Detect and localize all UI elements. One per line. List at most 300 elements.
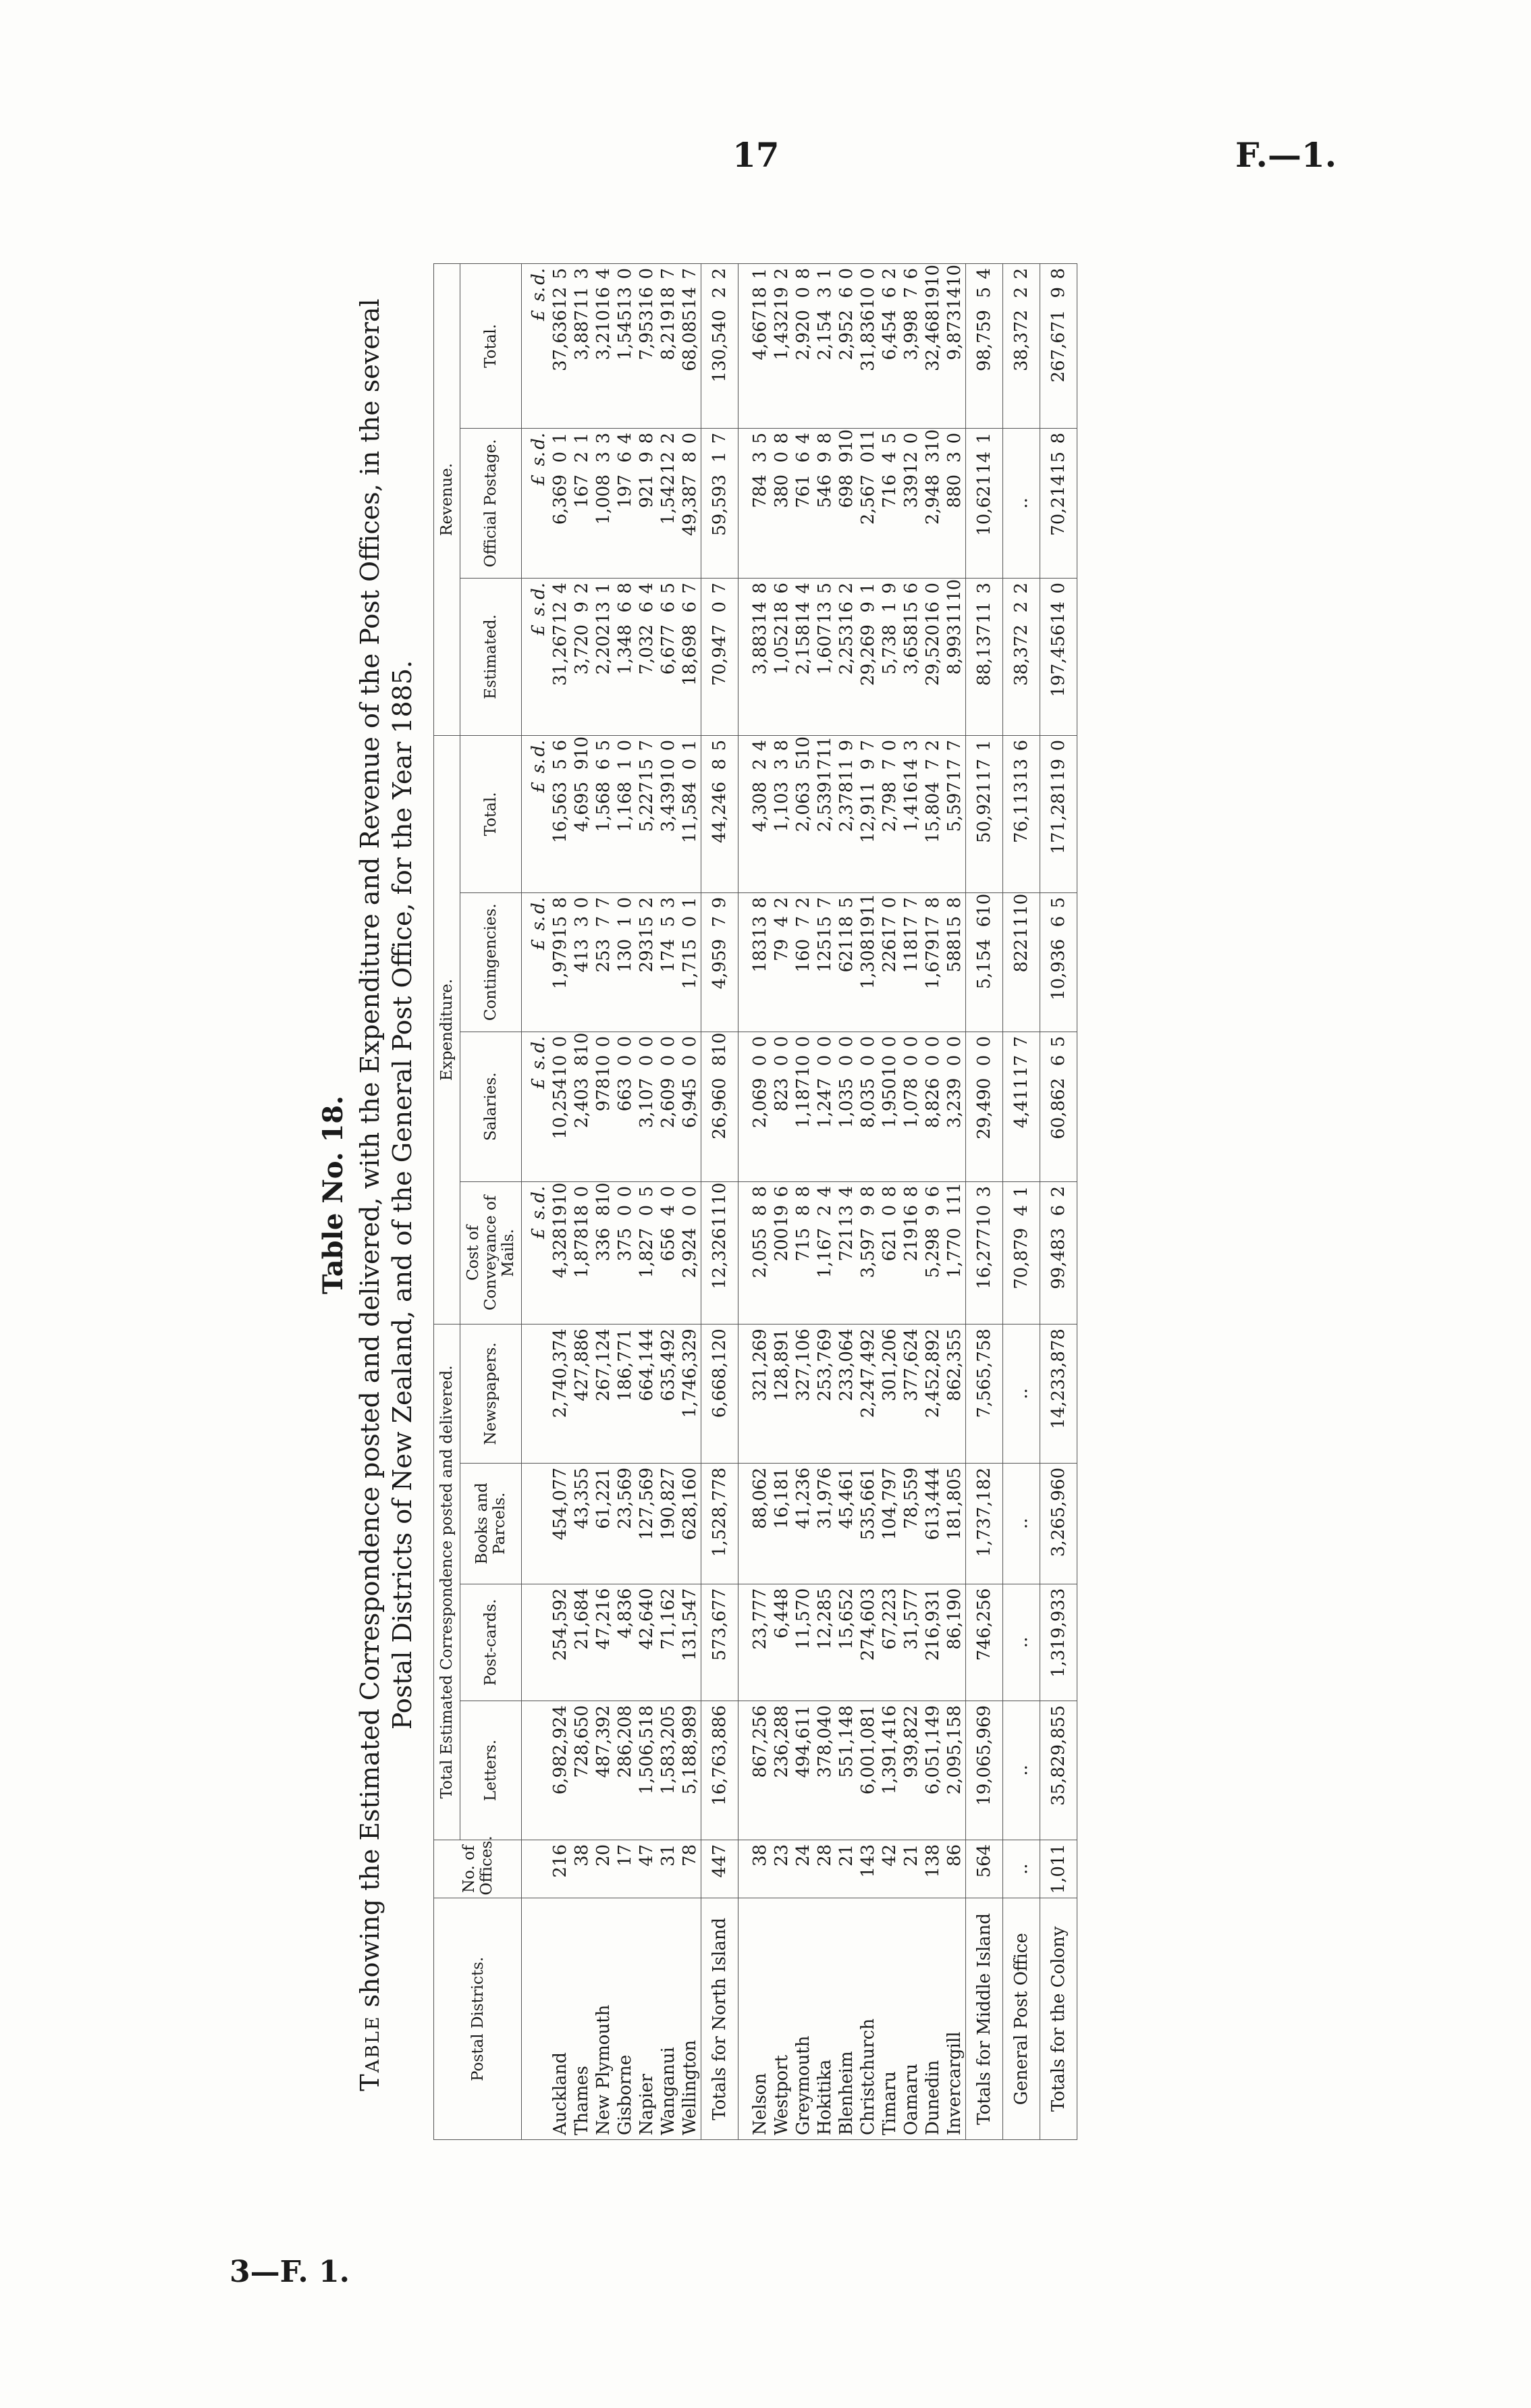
money-value (793, 583, 813, 689)
money-cell (679, 264, 701, 429)
pounds: 5,738 (880, 624, 900, 675)
pounds: 2,567 (858, 474, 878, 525)
money-value (615, 268, 635, 375)
shillings: 6 (637, 601, 657, 613)
pounds: 2,952 (836, 310, 857, 360)
pence: 3 (593, 432, 614, 444)
shillings: 19 (923, 287, 943, 310)
pence: 1 (858, 582, 878, 594)
money-cell (944, 264, 966, 429)
pence: 0 (572, 1185, 592, 1198)
books-cell: 43,355 (571, 1463, 593, 1584)
offices-cell: 24 (793, 1840, 814, 1898)
books-cell: 3,265,960 (1040, 1463, 1077, 1584)
money-cell (636, 578, 657, 735)
postcards-cell: 4,836 (614, 1584, 636, 1701)
pence: 10 (593, 1182, 614, 1205)
money-cell (749, 1181, 771, 1324)
pence: 0 (1048, 582, 1069, 594)
money-value (772, 897, 792, 1004)
pounds: 1,679 (923, 938, 943, 990)
shillings: 6 (615, 601, 635, 613)
pounds: 5,227 (637, 781, 657, 832)
letters-cell: .. (1003, 1701, 1040, 1840)
pounds: 10,254 (550, 1077, 570, 1140)
offices-cell: 23 (771, 1840, 793, 1898)
shillings: 0 (923, 1054, 943, 1067)
pence: 0 (680, 1185, 700, 1198)
money-cell (857, 1181, 879, 1324)
pounds: 3,883 (750, 624, 770, 675)
money-cell (814, 892, 836, 1032)
money-value (1048, 433, 1069, 539)
pounds: 18,698 (680, 624, 700, 686)
units-value (529, 740, 549, 847)
pounds: 70,879 (1011, 1227, 1031, 1289)
money-value (944, 264, 965, 375)
shillings: 18 (572, 1204, 592, 1227)
shillings: 3 (772, 758, 792, 770)
letters-cell: 6,001,081 (857, 1701, 879, 1840)
pounds: 3,439 (658, 781, 678, 832)
postcards-cell: 274,603 (857, 1584, 879, 1701)
newspapers-cell: 14,233,878 (1040, 1325, 1077, 1464)
money-value (880, 740, 900, 847)
money-value (593, 268, 614, 375)
pence: 7 (637, 739, 657, 751)
pounds: 197,456 (1048, 624, 1069, 697)
pence: 10 (836, 429, 857, 452)
header-official-postage: Official Postage. (460, 428, 522, 578)
letters-cell: 867,256 (749, 1701, 771, 1840)
shillings: 10 (793, 1054, 813, 1077)
money-value (550, 433, 570, 539)
money-value (944, 1182, 965, 1293)
pounds: 3,658 (901, 624, 921, 675)
shillings: 10 (880, 1054, 900, 1077)
shillings: 19 (550, 1204, 570, 1227)
money-cell (679, 1181, 701, 1324)
money-value (658, 268, 678, 375)
pence: 0 (615, 739, 635, 751)
pounds: 4,308 (750, 781, 770, 832)
postcards-cell: .. (1003, 1584, 1040, 1701)
pence: 8 (793, 268, 813, 279)
table-row (571, 264, 593, 2140)
pence: 4 (793, 432, 813, 444)
money-cell (636, 428, 657, 578)
pence: 1 (550, 432, 570, 444)
pence: 0 (572, 897, 592, 909)
pounds: 1,715 (680, 938, 700, 990)
shillings: 2 (572, 451, 592, 463)
pence: 8 (750, 897, 770, 909)
shillings: 0 (637, 1204, 657, 1216)
offices-cell: 564 (966, 1840, 1003, 1898)
offices-cell: 86 (944, 1840, 966, 1898)
shillings: 7 (923, 758, 943, 770)
pounds: 1,167 (815, 1227, 835, 1279)
pounds: 4,328 (550, 1227, 570, 1279)
pounds: 5,298 (923, 1227, 943, 1279)
money-value (901, 1036, 921, 1143)
shillings: 14 (750, 601, 770, 624)
pence: 2 (880, 268, 900, 279)
money-cell (857, 428, 879, 578)
pence: 7 (901, 897, 921, 909)
shilling-sign: s. (529, 915, 549, 931)
books-cell: 104,797 (879, 1463, 901, 1584)
money-value (550, 740, 570, 847)
caption-lead: Table (355, 2015, 385, 2091)
shillings: 19 (772, 287, 792, 310)
blank-cell (738, 1584, 750, 1701)
table-heading (317, 250, 419, 2140)
shillings: 15 (550, 915, 570, 938)
shillings: 17 (974, 758, 994, 781)
pounds: 3,210 (593, 310, 614, 360)
shilling-sign: s. (529, 758, 549, 774)
shillings: 8 (750, 1204, 770, 1216)
offices-cell: 42 (879, 1840, 901, 1898)
money-value (709, 1032, 730, 1143)
pence: 8 (750, 582, 770, 594)
money-value (680, 583, 700, 689)
pounds: 10,936 (1048, 938, 1069, 1000)
table-row (836, 264, 857, 2140)
units-cell (522, 892, 550, 1032)
pence: 0 (615, 897, 635, 909)
money-cell (901, 892, 922, 1032)
pence: 10 (923, 264, 943, 287)
shillings: 15 (944, 915, 965, 938)
pence: 10 (944, 264, 965, 287)
shillings: 0 (793, 287, 813, 298)
units-cell (522, 578, 550, 735)
money-cell (636, 1032, 657, 1181)
pounds: 2,202 (593, 624, 614, 675)
money-value (658, 433, 678, 539)
blank-cell (522, 1463, 550, 1584)
pounds: 2,798 (880, 781, 900, 832)
money-value (858, 740, 878, 847)
money-cell (1040, 264, 1077, 429)
money-value (1048, 268, 1069, 383)
books-cell: 16,181 (771, 1463, 793, 1584)
newspapers-cell: 2,452,892 (922, 1325, 944, 1464)
money-cell (836, 892, 857, 1032)
shillings: 9 (836, 451, 857, 463)
district-name: Invercargill (944, 1898, 966, 2140)
pounds: 49,387 (680, 474, 700, 536)
money-cell (879, 892, 901, 1032)
pounds: 1,348 (615, 624, 635, 675)
header-contingencies: Contingencies. (460, 892, 522, 1032)
money-cell (879, 735, 901, 892)
money-value (974, 893, 994, 1004)
pence-sign: d. (529, 432, 549, 450)
page-reference: F.—1. (1235, 135, 1337, 175)
pence: 0 (880, 739, 900, 751)
blank-cell (522, 1701, 550, 1840)
money-value (944, 579, 965, 689)
pence: 1 (680, 897, 700, 909)
shillings: 3 (572, 915, 592, 928)
shillings: 0 (974, 1054, 994, 1067)
district-name: Blenheim (836, 1898, 857, 2140)
money-value (1048, 583, 1069, 697)
postcards-cell: 131,547 (679, 1584, 701, 1701)
shillings: 3 (923, 451, 943, 463)
pence: 0 (944, 432, 965, 444)
pounds: 978 (593, 1077, 614, 1112)
shillings: 15 (637, 758, 657, 781)
sheet-reference: 3—F. 1. (230, 2255, 350, 2289)
pounds: 6,369 (550, 474, 570, 525)
pence: 0 (658, 739, 678, 751)
pounds: 1,607 (815, 624, 835, 675)
money-value (793, 1186, 813, 1293)
header-newspapers: Newspapers. (460, 1325, 522, 1464)
pound-sign: £ (529, 938, 549, 951)
pounds: 88,137 (974, 624, 994, 686)
pounds: 7,032 (637, 624, 657, 675)
shillings: 3 (593, 451, 614, 463)
header-postcards: Post-cards. (460, 1584, 522, 1701)
postcards-cell: 47,216 (593, 1584, 614, 1701)
pounds: 12,911 (858, 781, 878, 843)
books-cell: 628,160 (679, 1463, 701, 1584)
pence: 9 (880, 582, 900, 594)
pence: 1 (572, 432, 592, 444)
postcards-cell: 746,256 (966, 1584, 1003, 1701)
postcards-cell: 86,190 (944, 1584, 966, 1701)
pence: 0 (880, 1036, 900, 1048)
money-value (1011, 893, 1031, 1004)
blank-cell (738, 1898, 750, 2140)
letters-cell: 5,188,989 (679, 1701, 701, 1840)
shillings: 0 (858, 1054, 878, 1067)
blank-cell (738, 1701, 750, 1840)
pounds: 6,454 (880, 310, 900, 360)
pounds: 5,597 (944, 781, 965, 832)
letters-cell: 35,829,855 (1040, 1701, 1077, 1840)
pence: 10 (923, 429, 943, 452)
pence: 0 (680, 1036, 700, 1048)
pence: 7 (593, 897, 614, 909)
pounds: 1,827 (637, 1227, 657, 1279)
district-name: New Plymouth (593, 1898, 614, 2140)
money-value (637, 1186, 657, 1293)
pounds: 11,584 (680, 781, 700, 843)
books-cell: .. (1003, 1463, 1040, 1584)
shillings: 6 (615, 451, 635, 463)
pounds: 5,154 (974, 938, 994, 990)
shillings: 0 (680, 915, 700, 928)
pounds: 1,979 (550, 938, 570, 990)
money-cell (657, 892, 679, 1032)
shilling-sign: s. (529, 287, 549, 302)
money-value (815, 1036, 835, 1143)
pence: 10 (709, 1182, 730, 1205)
shillings: 6 (593, 758, 614, 770)
shillings: 7 (709, 915, 730, 928)
pence: 0 (923, 1036, 943, 1048)
shillings: 10 (593, 1054, 614, 1077)
money-value (974, 1186, 994, 1293)
money-cell (749, 892, 771, 1032)
letters-cell: 16,763,886 (701, 1701, 738, 1840)
pence: 4 (550, 582, 570, 594)
pounds: 413 (572, 938, 592, 973)
money-cell (966, 428, 1003, 578)
pounds: 70,947 (709, 624, 730, 686)
units-value (529, 1186, 549, 1293)
pounds: 4,411 (1011, 1077, 1031, 1129)
money-value (815, 583, 835, 689)
money-cell (636, 892, 657, 1032)
pence: 7 (709, 582, 730, 594)
shillings: 2 (815, 1204, 835, 1216)
rotated-table-block (317, 250, 1310, 2140)
pounds: 4,959 (709, 938, 730, 990)
pence: 1 (974, 432, 994, 444)
postcards-cell: 21,684 (571, 1584, 593, 1701)
money-cell (749, 428, 771, 578)
pounds: 1,878 (572, 1227, 592, 1279)
pounds: 3,998 (901, 310, 921, 360)
letters-cell: 728,650 (571, 1701, 593, 1840)
shillings: 5 (793, 758, 813, 770)
money-cell (857, 735, 879, 892)
books-cell: 190,827 (657, 1463, 679, 1584)
money-cell (1040, 1032, 1077, 1181)
pounds: 60,862 (1048, 1077, 1069, 1140)
money-value (858, 429, 878, 539)
pounds: 130 (615, 938, 635, 973)
shillings: 8 (593, 1204, 614, 1216)
money-cell (571, 428, 593, 578)
shillings: 19 (1048, 758, 1069, 781)
table-body (522, 264, 1077, 2140)
shillings: 16 (637, 287, 657, 310)
district-name: Totals for Middle Island (966, 1898, 1003, 2140)
pence: 2 (836, 582, 857, 594)
money-value (793, 897, 813, 1004)
pounds: 171,281 (1048, 781, 1069, 855)
shillings: 9 (858, 601, 878, 613)
money-cell (657, 735, 679, 892)
pence: 5 (637, 1185, 657, 1198)
units-cell (522, 264, 550, 429)
newspapers-cell: 327,106 (793, 1325, 814, 1464)
money-cell (549, 1032, 571, 1181)
header-estimated: Estimated. (460, 578, 522, 735)
money-value (658, 583, 678, 689)
pound-sign: £ (529, 474, 549, 486)
money-cell (614, 1032, 636, 1181)
pence: 2 (637, 897, 657, 909)
district-name: Napier (636, 1898, 657, 2140)
money-cell (679, 1032, 701, 1181)
money-cell (836, 578, 857, 735)
pounds: 29,269 (858, 624, 878, 686)
money-cell (879, 1181, 901, 1324)
page-number: 17 (732, 135, 780, 175)
pence: 10 (1011, 893, 1031, 916)
shillings: 0 (709, 601, 730, 613)
north-island-total-row (701, 264, 738, 2140)
pounds: 3,597 (858, 1227, 878, 1279)
pence: 2 (923, 739, 943, 751)
money-value (923, 1186, 943, 1293)
money-cell (593, 1032, 614, 1181)
offices-cell: 31 (657, 1840, 679, 1898)
pounds: 1,950 (880, 1077, 900, 1129)
money-cell (679, 735, 701, 892)
shillings: 0 (680, 1054, 700, 1067)
money-cell (571, 892, 593, 1032)
money-value (593, 1182, 614, 1293)
money-value (572, 1186, 592, 1293)
books-cell: 535,661 (857, 1463, 879, 1584)
pounds: 339 (901, 474, 921, 508)
money-cell (593, 735, 614, 892)
money-cell (901, 578, 922, 735)
offices-cell: 17 (614, 1840, 636, 1898)
money-cell (593, 1181, 614, 1324)
money-cell (922, 1032, 944, 1181)
shillings: 0 (901, 1054, 921, 1067)
shillings: 4 (772, 915, 792, 928)
shillings: 2 (1011, 601, 1031, 613)
shillings: 9 (637, 451, 657, 463)
blank-cell (522, 1325, 550, 1464)
books-cell: 613,444 (922, 1463, 944, 1584)
pounds: 8,826 (923, 1077, 943, 1129)
district-name: General Post Office (1003, 1898, 1040, 2140)
money-value (593, 897, 614, 1004)
pounds: 4,695 (572, 781, 592, 832)
money-cell (836, 264, 857, 429)
pence: 10 (572, 736, 592, 759)
pounds: 2,539 (815, 781, 835, 832)
letters-cell: 6,982,924 (549, 1701, 571, 1840)
pence: 4 (815, 1185, 835, 1198)
pounds: 822 (1011, 938, 1031, 973)
shillings: 7 (593, 915, 614, 928)
pounds: 823 (772, 1077, 792, 1112)
colony-total-row (1040, 264, 1077, 2140)
pence: 5 (815, 582, 835, 594)
letters-cell: 2,095,158 (944, 1701, 966, 1840)
pence: 2 (772, 268, 792, 279)
money-cell (571, 264, 593, 429)
money-value (923, 1036, 943, 1143)
money-cell (679, 428, 701, 578)
pounds: 3,887 (572, 310, 592, 360)
table-row (614, 264, 636, 2140)
money-cell (771, 735, 793, 892)
books-cell: 181,805 (944, 1463, 966, 1584)
pounds: 3,239 (944, 1077, 965, 1129)
district-name: Wanganui (657, 1898, 679, 2140)
money-value (1011, 583, 1031, 689)
money-value (593, 740, 614, 847)
money-cell (814, 428, 836, 578)
pence: 7 (658, 268, 678, 279)
money-value (637, 897, 657, 1004)
